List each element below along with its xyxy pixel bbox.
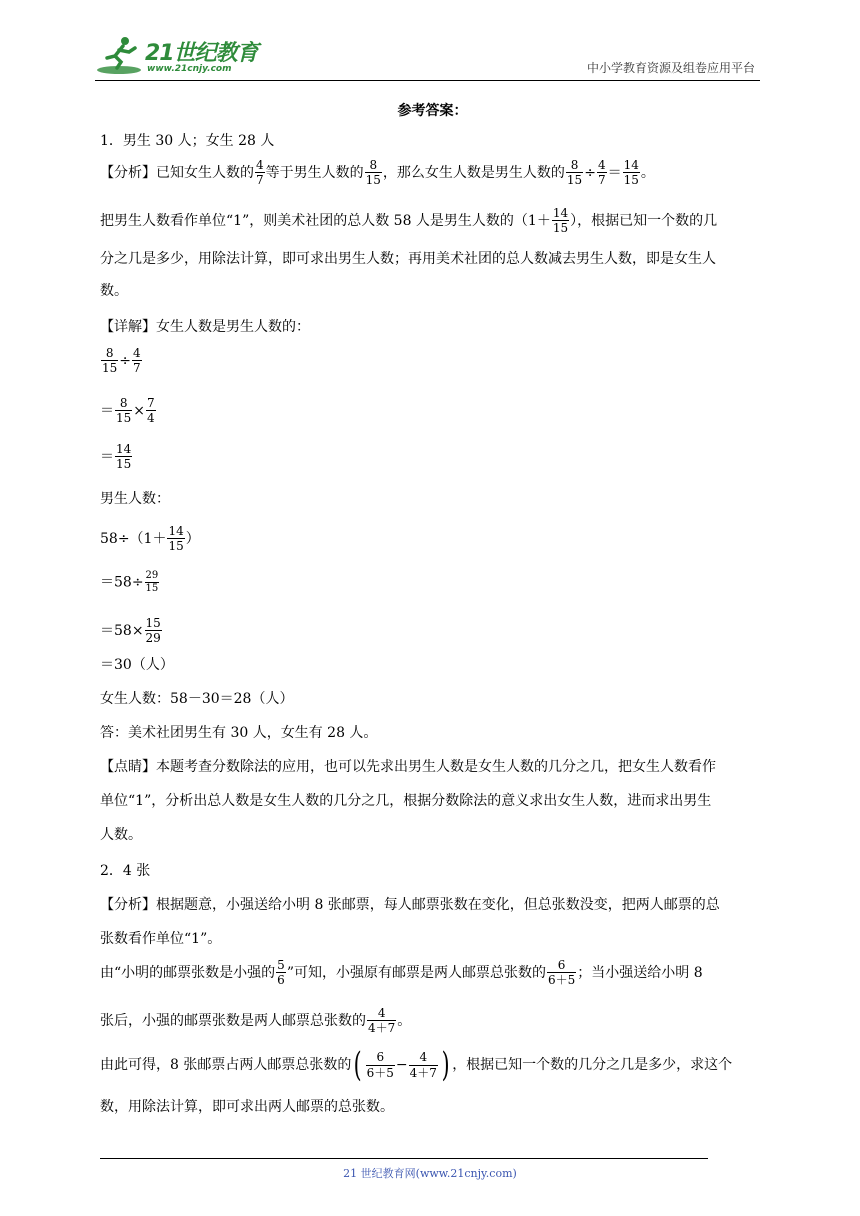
text: 由此可得，8 张邮票占两人邮票总张数的 — [100, 1057, 352, 1073]
denominator: 15 — [365, 173, 381, 188]
logo — [95, 34, 270, 76]
operator: − — [395, 1057, 408, 1073]
q1-calc-step1 — [100, 346, 143, 376]
denominator: 7 — [256, 173, 264, 188]
text: ），根据已知一个数的几 — [570, 212, 718, 229]
numerator: 8 — [570, 158, 579, 172]
page-title: 参考答案： — [397, 103, 468, 119]
q1-comment-line2: 单位“1”，分析出总人数是女生人数的几分之几，根据分数除法的意义求出女生人数，进而求出男生 — [100, 793, 712, 809]
fraction — [132, 346, 142, 376]
left-paren: ( — [354, 1045, 362, 1085]
fraction — [365, 158, 382, 188]
q1-answer-sentence: 答：美术社团男生有 30 人，女生有 28 人。 — [100, 725, 378, 741]
q1-answer: 1．男生 30 人；女生 28 人 — [100, 133, 275, 149]
page-header — [95, 30, 760, 81]
text: 【分析】已知女生人数的 — [100, 164, 254, 181]
fraction — [552, 206, 569, 236]
text: ；当小强送给小明 8 — [577, 964, 703, 981]
numerator: 14 — [168, 524, 184, 538]
operator: ＝ — [100, 402, 114, 419]
numerator: 29 — [145, 570, 159, 581]
text: 把男生人数看作单位“1”，则美术社团的总人数 58 人是男生人数的（1＋ — [100, 212, 551, 229]
denominator: 15 — [168, 539, 184, 554]
header-platform-text: 中小学教育资源及组卷应用平台 — [586, 61, 755, 75]
denominator: 4＋7 — [368, 1021, 396, 1036]
numerator: 8 — [369, 158, 378, 172]
denominator: 15 — [145, 583, 159, 594]
numerator: 7 — [147, 396, 155, 410]
operator: ÷ — [119, 352, 132, 369]
logo-url: www.21cnjy.com — [147, 64, 232, 74]
denominator: 15 — [552, 221, 569, 236]
numerator: 4 — [256, 158, 264, 172]
fraction — [145, 570, 160, 595]
numerator: 5 — [277, 958, 285, 972]
operator: × — [133, 402, 146, 419]
denominator: 4 — [147, 411, 155, 426]
text: 等于男生人数的 — [265, 164, 364, 181]
denominator: 15 — [116, 411, 132, 426]
text: ） — [185, 530, 200, 547]
fraction — [115, 442, 132, 472]
fraction — [367, 1006, 396, 1036]
q1-boys-calc1 — [100, 524, 200, 554]
q2-analysis-line6: 数，用除法计算，即可求出两人邮票的总张数。 — [100, 1099, 394, 1115]
text: ”可知，小强原有邮票是两人邮票总张数的 — [286, 964, 546, 981]
denominator: 4＋7 — [409, 1065, 437, 1080]
fraction — [146, 396, 156, 426]
q1-boys-label: 男生人数： — [100, 491, 170, 507]
denominator: 15 — [116, 457, 132, 472]
text: 张后，小强的邮票张数是两人邮票总张数的 — [100, 1012, 366, 1029]
fraction — [115, 396, 132, 426]
numerator: 4 — [419, 1050, 428, 1065]
fraction — [566, 158, 583, 188]
numerator: 8 — [105, 346, 114, 360]
text: ＝58× — [100, 622, 144, 639]
numerator: 4 — [377, 1006, 386, 1020]
operator: ＝ — [607, 164, 622, 181]
operator: ＝ — [100, 448, 114, 465]
text: 58÷（1＋ — [100, 530, 167, 547]
fraction — [255, 158, 265, 188]
fraction — [167, 524, 184, 554]
denominator: 15 — [623, 173, 639, 188]
denominator: 6＋5 — [366, 1065, 394, 1080]
denominator: 7 — [597, 173, 606, 188]
denominator: 29 — [145, 631, 161, 646]
text: 。 — [640, 164, 655, 181]
denominator: 6 — [277, 973, 285, 988]
footer-divider — [100, 1158, 708, 1159]
q2-analysis-line1: 【分析】根据题意，小强送给小明 8 张邮票，每人邮票张数在变化，但总张数没变，把两人邮票的总 — [100, 897, 720, 913]
q1-calc-step3 — [100, 442, 133, 472]
numerator: 6 — [376, 1050, 385, 1065]
numerator: 4 — [597, 158, 606, 172]
operator: ÷ — [584, 164, 596, 181]
fraction — [597, 158, 607, 188]
q1-boys-result: ＝30（人） — [100, 657, 174, 673]
fraction — [623, 158, 640, 188]
q1-calc-step2 — [100, 396, 157, 426]
q1-comment-line3: 人数。 — [100, 827, 142, 843]
q2-analysis-line3 — [100, 958, 703, 988]
q2-analysis-line5 — [100, 1045, 733, 1085]
numerator: 14 — [552, 206, 569, 220]
text: ＝58÷ — [100, 574, 144, 591]
numerator: 15 — [145, 616, 161, 630]
q1-detail-label: 【详解】女生人数是男生人数的： — [100, 319, 310, 335]
q2-analysis-line4 — [100, 1006, 411, 1036]
q1-boys-calc2 — [100, 570, 160, 595]
text: ，那么女生人数是男生人数的 — [382, 164, 565, 181]
page-footer: 21 世纪教育网(www.21cnjy.com) — [343, 1167, 517, 1180]
q1-analysis-line2 — [100, 206, 717, 236]
q1-analysis-line3: 分之几是多少，用除法计算，即可求出男生人数；再用美术社团的总人数减去男生人数，即是女生人 — [100, 251, 716, 267]
fraction — [409, 1050, 438, 1080]
numerator: 4 — [133, 346, 141, 360]
text: ，根据已知一个数的几分之几是多少，求这个 — [452, 1057, 733, 1073]
denominator: 15 — [102, 361, 118, 376]
q1-analysis-line1 — [100, 158, 655, 188]
q1-girls-calc: 女生人数：58－30＝28（人） — [100, 691, 294, 707]
q1-comment-line1: 【点睛】本题考查分数除法的应用，也可以先求出男生人数是女生人数的几分之几，把女生人数看作 — [100, 759, 716, 775]
numerator: 14 — [623, 158, 639, 172]
numerator: 14 — [116, 442, 132, 456]
q1-analysis-line4: 数。 — [100, 283, 128, 299]
fraction — [276, 958, 286, 988]
denominator: 6＋5 — [547, 973, 576, 988]
right-paren: ) — [441, 1045, 450, 1085]
text: 由“小明的邮票张数是小强的 — [100, 964, 276, 981]
fraction — [145, 616, 162, 646]
fraction — [547, 958, 576, 988]
logo-text: 21世纪教育 — [145, 41, 258, 66]
denominator: 15 — [566, 173, 583, 188]
runner-logo-icon — [95, 34, 145, 76]
q2-analysis-line2: 张数看作单位“1”。 — [100, 931, 222, 947]
numerator: 8 — [119, 396, 128, 410]
fraction — [366, 1050, 395, 1080]
numerator: 6 — [557, 958, 566, 972]
denominator: 7 — [133, 361, 141, 376]
q1-boys-calc3 — [100, 616, 163, 646]
fraction — [101, 346, 118, 376]
q2-answer: 2．4 张 — [100, 863, 151, 879]
text: 。 — [397, 1012, 412, 1029]
